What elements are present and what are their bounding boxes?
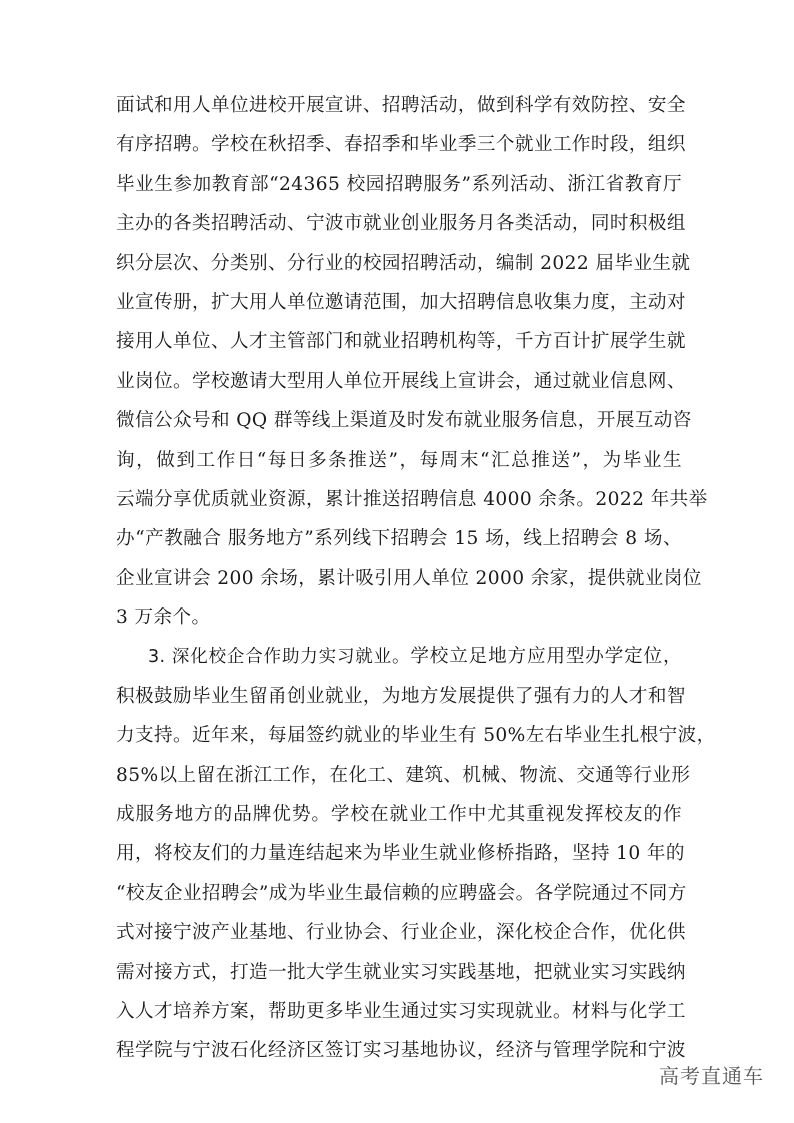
text-line: 业岗位。学校邀请大型用人单位开展线上宣讲会，通过就业信息网、	[116, 370, 686, 392]
text-line: 企业宣讲会 200 余场，累计吸引用人单位 2000 余家，提供就业岗位	[116, 567, 702, 589]
text-line: 办“产教融合 服务地方”系列线下招聘会 15 场，线上招聘会 8 场、	[116, 528, 682, 550]
watermark-text: 高考直通车	[659, 1064, 764, 1088]
text-line: 程学院与宁波石化经济区签订实习基地协议，经济与管理学院和宁波	[116, 1040, 686, 1062]
text-line: 毕业生参加教育部“24365 校园招聘服务”系列活动、浙江省教育厅	[116, 173, 682, 195]
text-line: 力支持。近年来，每届签约就业的毕业生有 50%左右毕业生扎根宁波，	[116, 725, 716, 747]
text-line: 3 万余个。	[116, 607, 211, 629]
text-line: 成服务地方的品牌优势。学校在就业工作中尤其重视发挥校友的作	[116, 804, 682, 826]
section-first-line	[116, 637, 682, 676]
text-line: 式对接宁波产业基地、行业协会、行业企业，深化校企合作，优化供	[116, 922, 686, 944]
text-line-rest: 学校立足地方应用型办学定位，	[410, 646, 682, 668]
text-line: 云端分享优质就业资源，累计推送招聘信息 4000 余条。2022 年共举	[116, 488, 708, 510]
text-line: 面试和用人单位进校开展宣讲、招聘活动，做到科学有效防控、安全	[116, 95, 686, 116]
text-line: 入人才培养方案，帮助更多毕业生通过实习实现就业。材料与化学工	[116, 1000, 686, 1022]
section-heading: 3. 深化校企合作助力实习就业。	[148, 647, 411, 668]
text-line: “校友企业招聘会”成为毕业生最信赖的应聘盛会。各学院通过不同方	[116, 882, 687, 904]
paragraph-school-enterprise	[116, 637, 716, 1070]
text-line: 85%以上留在浙江工作，在化工、建筑、机械、物流、交通等行业形	[116, 764, 691, 786]
text-line: 织分层次、分类别、分行业的校园招聘活动，编制 2022 届毕业生就	[116, 252, 691, 274]
text-line: 接用人单位、人才主管部门和就业招聘机构等，千方百计扩展学生就	[116, 331, 686, 353]
text-line: 用，将校友们的力量连结起来为毕业生就业修桥指路，坚持 10 年的	[116, 843, 685, 865]
text-line: 询，做到工作日“每日多条推送”，每周末“汇总推送”，为毕业生	[116, 449, 682, 471]
text-line: 微信公众号和 QQ 群等线上渠道及时发布就业服务信息，开展互动咨	[116, 410, 692, 432]
document-body	[116, 86, 716, 1071]
text-line: 主办的各类招聘活动、宁波市就业创业服务月各类活动，同时积极组	[116, 213, 686, 235]
text-line: 有序招聘。学校在秋招季、春招季和毕业季三个就业工作时段，组织	[116, 134, 686, 156]
text-line: 需对接方式，打造一批大学生就业实习实践基地，把就业实习实践纳	[116, 961, 686, 983]
text-line: 积极鼓励毕业生留甬创业就业，为地方发展提供了强有力的人才和智	[116, 685, 686, 707]
paragraph-recruitment	[116, 86, 708, 637]
text-line: 业宣传册，扩大用人单位邀请范围，加大招聘信息收集力度，主动对	[116, 291, 686, 313]
